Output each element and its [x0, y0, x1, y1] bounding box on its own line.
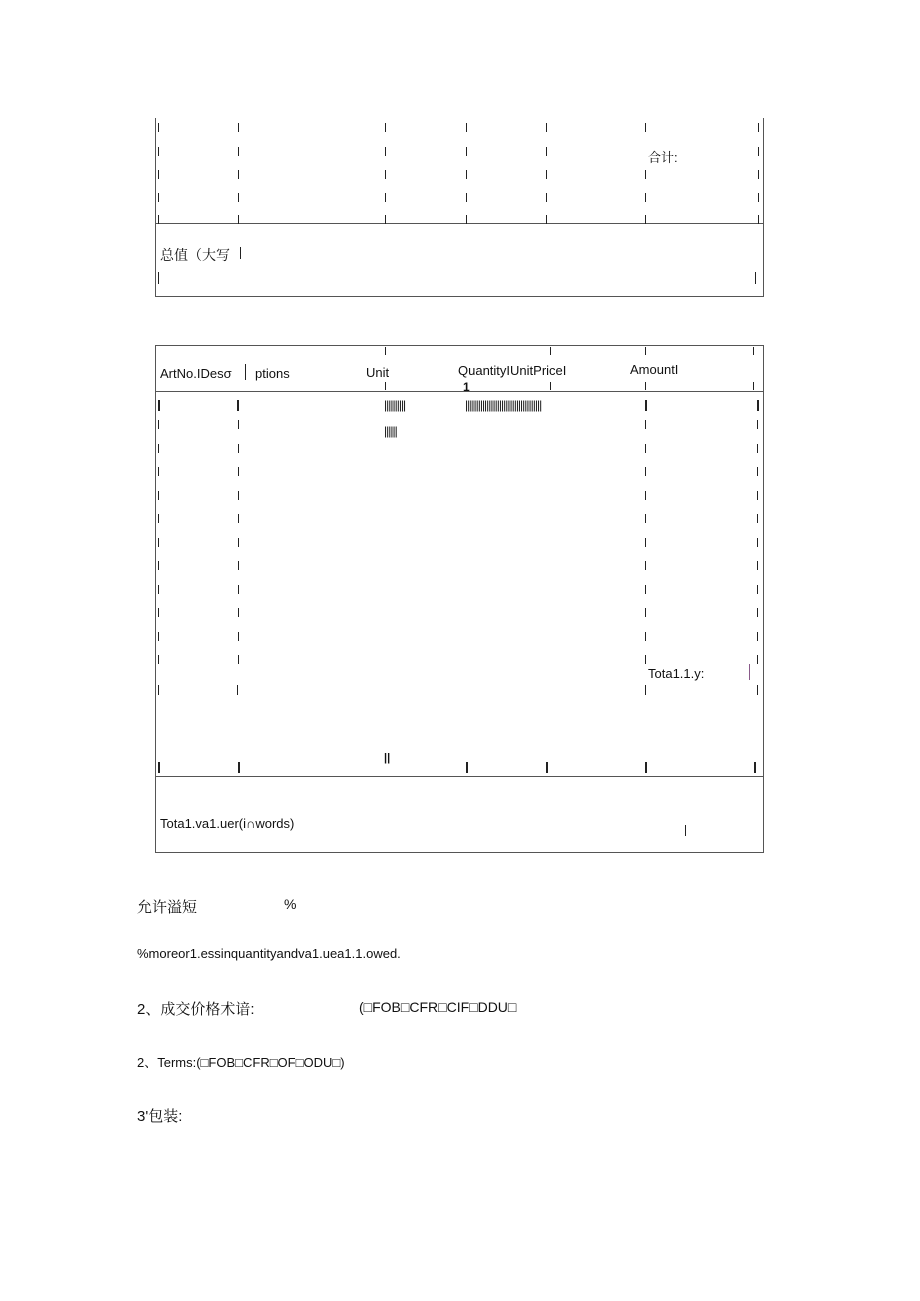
total-in-words-cn-label: 总值（大写 — [160, 247, 230, 263]
total-divider — [155, 776, 763, 777]
header-descriptions: ptions — [255, 366, 290, 381]
unit-fill-marks: |||||| — [384, 424, 397, 438]
column-tick-mark — [158, 193, 159, 202]
column-tick-mark — [753, 382, 754, 390]
column-tick-mark — [466, 762, 468, 773]
column-tick-mark — [158, 467, 159, 476]
column-tick-mark — [158, 491, 159, 500]
totals-table — [155, 118, 764, 297]
column-tick-mark — [158, 632, 159, 641]
column-tick-mark — [385, 170, 386, 179]
column-tick-mark — [757, 608, 758, 617]
column-tick-mark — [158, 608, 159, 617]
column-tick-mark — [757, 491, 758, 500]
column-tick-mark — [546, 215, 547, 224]
column-tick-mark — [158, 147, 159, 156]
column-tick-mark — [645, 608, 646, 617]
column-tick-mark — [238, 123, 239, 132]
column-tick-mark — [238, 585, 239, 594]
column-tick-mark — [385, 382, 386, 390]
column-tick-mark — [546, 170, 547, 179]
price-fill-marks: |||||||||||||||||||||||||||||||||||| — [465, 398, 542, 412]
column-tick-mark — [645, 685, 646, 695]
column-tick-mark — [158, 215, 159, 224]
column-tick-mark — [466, 170, 467, 179]
column-tick-mark — [466, 215, 467, 224]
column-tick-mark — [757, 467, 758, 476]
header-art-no: ArtNo.IDesσ — [160, 366, 232, 381]
terms-cn-options: (□FOB□CFR□CIF□DDU□ — [359, 999, 517, 1015]
column-tick-mark — [645, 215, 646, 224]
column-tick-mark — [757, 514, 758, 523]
column-tick-mark — [158, 272, 159, 284]
column-tick-mark — [645, 193, 646, 202]
column-tick-mark — [158, 170, 159, 179]
column-tick-mark — [757, 444, 758, 453]
column-tick-mark — [385, 147, 386, 156]
column-tick-mark — [466, 193, 467, 202]
column-tick-mark — [158, 400, 160, 411]
column-tick-mark — [238, 514, 239, 523]
column-tick-mark — [238, 632, 239, 641]
column-tick-mark — [757, 632, 758, 641]
column-tick-mark — [757, 655, 758, 664]
column-tick-mark — [237, 400, 239, 411]
column-tick-mark — [758, 170, 759, 179]
column-tick-mark — [546, 762, 548, 773]
column-tick-mark — [238, 467, 239, 476]
column-tick-mark — [757, 400, 759, 411]
terms-cn: 2、成交价格术谙: — [137, 1001, 255, 1018]
column-tick-mark — [385, 215, 386, 224]
column-tick-mark — [645, 444, 646, 453]
column-tick-mark — [158, 655, 159, 664]
column-tick-mark — [757, 420, 758, 429]
divider-mark — [245, 364, 246, 380]
column-tick-mark — [238, 655, 239, 664]
column-tick-mark — [158, 762, 160, 773]
column-tick-mark — [645, 347, 646, 355]
column-tick-mark — [757, 538, 758, 547]
column-tick-mark — [466, 147, 467, 156]
column-tick-mark — [238, 762, 240, 773]
subtotal-label: 合计: — [648, 150, 678, 165]
column-tick-mark — [645, 420, 646, 429]
column-tick-mark — [757, 685, 758, 695]
column-tick-mark — [645, 400, 647, 411]
column-tick-mark — [238, 215, 239, 224]
column-tick-mark — [238, 538, 239, 547]
column-tick-mark — [238, 147, 239, 156]
column-tick-mark — [158, 585, 159, 594]
column-tick-mark — [238, 170, 239, 179]
overflow-en: %moreor1.essinquantityandva1.uea1.1.owed. — [137, 946, 401, 961]
header-amount: AmountI — [630, 362, 679, 377]
column-tick-mark — [645, 382, 646, 390]
column-tick-mark — [238, 420, 239, 429]
table-divider — [155, 223, 763, 224]
column-tick-mark — [758, 123, 759, 132]
overflow-cn: 允许溢短 — [137, 899, 198, 916]
divider-mark — [685, 825, 686, 836]
overflow-percent: % — [284, 896, 297, 912]
cursor-mark — [749, 664, 750, 680]
column-tick-mark — [645, 585, 646, 594]
column-tick-mark — [645, 123, 646, 132]
total-value-in-words-label: Tota1.va1.uer(i∩words) — [160, 816, 295, 831]
header-quantity-unit-price: QuantityIUnitPriceI — [458, 363, 567, 378]
column-tick-mark — [546, 193, 547, 202]
column-tick-mark — [385, 347, 386, 355]
header-unit: Unit — [366, 365, 390, 380]
column-tick-mark — [237, 685, 238, 695]
column-tick-mark — [758, 147, 759, 156]
unit-fill-marks: |||||||||| — [384, 398, 406, 412]
unit-fill-marks: || — [384, 752, 391, 764]
column-tick-mark — [546, 147, 547, 156]
total-label: Tota1.1.y: — [648, 666, 705, 681]
header-mark: 1 — [463, 380, 470, 394]
column-tick-mark — [645, 561, 646, 570]
header-divider — [155, 391, 763, 392]
column-tick-mark — [645, 514, 646, 523]
column-tick-mark — [645, 538, 646, 547]
column-tick-mark — [645, 170, 646, 179]
column-tick-mark — [645, 762, 647, 773]
column-tick-mark — [385, 123, 386, 132]
column-tick-mark — [757, 561, 758, 570]
column-tick-mark — [645, 655, 646, 664]
column-tick-mark — [238, 491, 239, 500]
column-tick-mark — [550, 347, 551, 355]
column-tick-mark — [753, 347, 754, 355]
column-tick-mark — [158, 538, 159, 547]
divider-mark — [240, 247, 241, 259]
column-tick-mark — [645, 632, 646, 641]
column-tick-mark — [158, 123, 159, 132]
column-tick-mark — [158, 561, 159, 570]
column-tick-mark — [466, 123, 467, 132]
column-tick-mark — [645, 491, 646, 500]
column-tick-mark — [385, 193, 386, 202]
column-tick-mark — [755, 272, 756, 284]
column-tick-mark — [754, 762, 756, 773]
column-tick-mark — [758, 193, 759, 202]
column-tick-mark — [238, 561, 239, 570]
column-tick-mark — [758, 215, 759, 224]
column-tick-mark — [550, 382, 551, 390]
column-tick-mark — [158, 514, 159, 523]
column-tick-mark — [645, 467, 646, 476]
column-tick-mark — [238, 193, 239, 202]
column-tick-mark — [158, 685, 159, 695]
column-tick-mark — [238, 444, 239, 453]
column-tick-mark — [158, 444, 159, 453]
column-tick-mark — [238, 608, 239, 617]
column-tick-mark — [546, 123, 547, 132]
column-tick-mark — [757, 585, 758, 594]
packing-cn: 3'包装: — [137, 1108, 183, 1125]
terms-en: 2、Terms:(□FOB□CFR□OF□ODU□) — [137, 1055, 345, 1070]
column-tick-mark — [158, 420, 159, 429]
